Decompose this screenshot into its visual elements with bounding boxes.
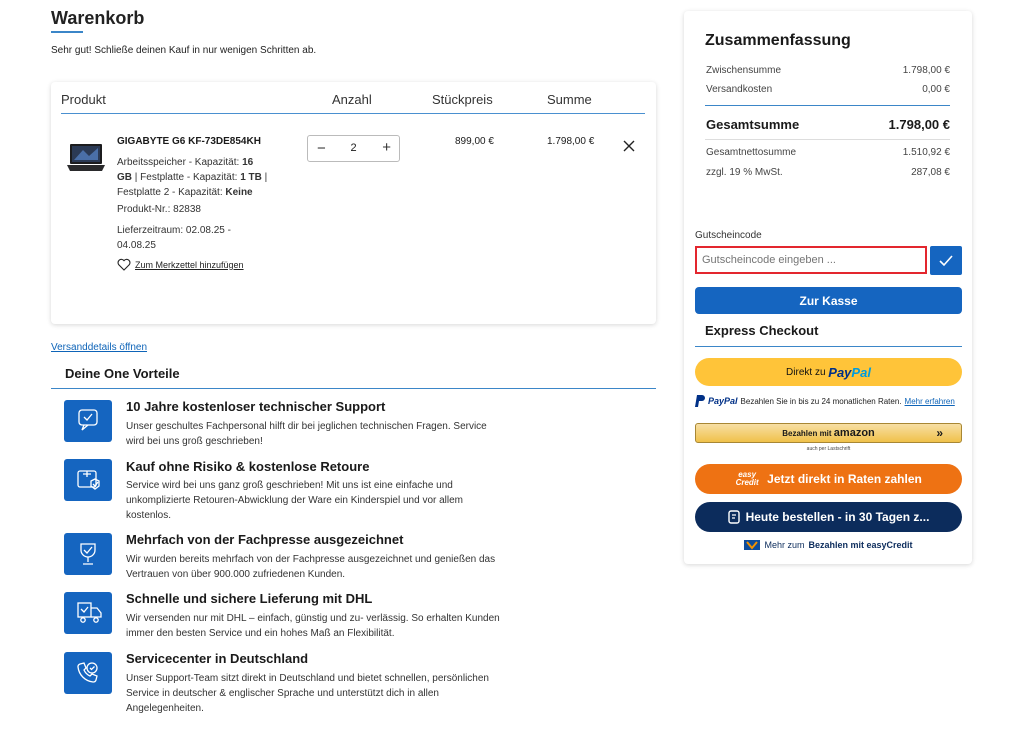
checkout-button[interactable]: Zur Kasse (695, 287, 962, 314)
benefit-title: Schnelle und sichere Lieferung mit DHL (126, 591, 373, 606)
minus-icon[interactable]: − (317, 140, 326, 157)
unit-price: 899,00 € (455, 136, 494, 147)
quantity-value[interactable]: 2 (350, 142, 357, 154)
shipping-label: Versandkosten (706, 84, 773, 95)
spec-text: Festplatte 2 - Kapazität: (117, 187, 226, 198)
check-icon (938, 253, 954, 269)
amazon-subtext: auch per Lastschrift (806, 446, 851, 452)
paypal-logo-part: Pay (828, 364, 852, 380)
net-label: Gesamtnettosumme (706, 147, 797, 158)
benefit-desc: Service wird bei uns ganz groß geschrieben! Mit uns ist eine einfache und unkomplizierte Retouren-Abwicklung der Ware ein Kinderspiel und vor allem kostenlos. (126, 480, 464, 521)
product-name[interactable]: GIGABYTE G6 KF-73DE854KH (117, 136, 261, 147)
cart-table (51, 82, 656, 324)
header-sum: Summe (547, 92, 592, 107)
award-icon (64, 533, 112, 575)
benefits-divider (51, 388, 656, 389)
benefit-desc: Wir wurden bereits mehrfach von der Fachpresse ausgezeichnet und genießen das Vertrauen von über 900.000 zufriedenen Kunden. (126, 554, 496, 580)
amazon-logo: amazon (833, 427, 875, 439)
vat-value: 287,08 € (911, 167, 950, 178)
spec-text: | Festplatte - Kapazität: (132, 172, 241, 183)
easycredit-label: Jetzt direkt in Raten zahlen (767, 472, 922, 486)
paypal-logo-part: Pal (851, 364, 871, 380)
product-specs (117, 155, 287, 200)
paypal-icon (695, 395, 705, 407)
support-icon (64, 400, 112, 442)
benefits-title: Deine One Vorteile (65, 366, 180, 381)
benefit-title: Kauf ohne Risiko & kostenlose Retoure (126, 459, 370, 474)
return-icon (64, 459, 112, 501)
spec-value: Keine (225, 187, 253, 198)
coupon-input[interactable] (695, 246, 927, 274)
product-number: Produkt-Nr.: 82838 (117, 204, 201, 215)
page-title: Warenkorb (51, 8, 145, 28)
paypal-info-text: Bezahlen Sie in bis zu 24 monatlichen Raten. (740, 396, 902, 406)
paypal-installments-info (695, 395, 955, 407)
summary-title: Zusammenfassung (705, 32, 851, 49)
benefit-desc: Unser Support-Team sitzt direkt in Deutschland und bietet schnellen, persönlichen Service in deutscher & englischer Sprache und unterstützt dich in allen Angelegenheiten. (126, 673, 489, 714)
header-divider (61, 113, 645, 114)
easycredit-logo: easy Credit (735, 470, 759, 487)
coupon-submit-button[interactable] (930, 246, 962, 275)
line-sum: 1.798,00 € (547, 136, 595, 147)
easycredit-more-link[interactable] (695, 540, 962, 550)
plus-icon[interactable]: + (382, 139, 391, 156)
express-divider (695, 346, 962, 347)
vat-row (706, 167, 950, 178)
benefit-desc: Unser geschultes Fachpersonal hilft dir bei jeglichen technischen Fragen. Service wird bei uns groß geschrieben! (126, 421, 487, 447)
header-unit-price: Stückpreis (432, 92, 493, 107)
total-value: 1.798,00 € (888, 117, 950, 132)
vat-label: zzgl. 19 % MwSt. (706, 167, 783, 178)
amazon-label: Bezahlen mit (782, 428, 832, 438)
phone-icon (64, 652, 112, 694)
quantity-stepper[interactable] (307, 135, 400, 162)
shipping-value: 0,00 € (922, 84, 950, 95)
subtotal-row (706, 65, 950, 76)
subtotal-label: Zwischensumme (706, 65, 782, 76)
bank-icon (744, 540, 760, 550)
express-checkout-title: Express Checkout (705, 323, 819, 338)
header-product: Produkt (61, 92, 106, 107)
paypal-logo (828, 365, 871, 380)
product-image[interactable] (65, 142, 107, 177)
pay-later-button[interactable] (695, 502, 962, 532)
delivery-line: 04.08.25 (117, 240, 156, 251)
double-chevron-icon: » (936, 426, 943, 440)
amazon-pay-button[interactable] (695, 423, 962, 443)
benefit-desc: Wir versenden nur mit DHL – einfach, günstig und zu- verlässig. So erhalten Kunden immer den besten Service und ein hohes Maß an Flexibilität. (126, 613, 500, 639)
easycredit-button[interactable] (695, 464, 962, 494)
total-row (706, 117, 950, 132)
easycredit-more-prefix: Mehr zum (764, 540, 805, 550)
spec-value: 16 (242, 157, 254, 168)
coupon-label: Gutscheincode (695, 230, 762, 241)
shipping-row (706, 84, 950, 95)
cart-subtitle: Sehr gut! Schließe deinen Kauf in nur wenigen Schritten ab. (51, 45, 317, 56)
truck-icon (64, 592, 112, 634)
spec-value: GB (117, 172, 132, 183)
wishlist-link[interactable] (117, 258, 244, 271)
summary-divider (705, 105, 950, 106)
delivery-period (117, 223, 231, 253)
paypal-more-link[interactable]: Mehr erfahren (904, 396, 955, 406)
shipping-details-link[interactable]: Versanddetails öffnen (51, 342, 148, 353)
benefit-title: Servicecenter in Deutschland (126, 651, 309, 666)
wishlist-label: Zum Merkzettel hinzufügen (135, 259, 244, 270)
paypal-prefix: Direkt zu (786, 366, 826, 378)
spec-text: | (261, 172, 268, 183)
subtotal-value: 1.798,00 € (902, 65, 950, 76)
title-underline (51, 31, 83, 33)
net-row (706, 147, 950, 158)
header-quantity: Anzahl (332, 92, 372, 107)
heart-icon (117, 258, 131, 271)
easycredit-more-label: Bezahlen mit easyCredit (808, 540, 913, 550)
delivery-line: Lieferzeitraum: 02.08.25 - (117, 225, 231, 236)
spec-value: 1 TB (240, 172, 262, 183)
total-label: Gesamtsumme (706, 117, 800, 132)
document-icon (728, 510, 740, 524)
pay-later-label: Heute bestellen - in 30 Tagen z... (745, 510, 930, 524)
spec-text: Arbeitsspeicher - Kapazität: (117, 157, 243, 168)
net-value: 1.510,92 € (902, 147, 950, 158)
benefit-title: Mehrfach von der Fachpresse ausgezeichnet (126, 532, 404, 547)
remove-item-icon[interactable] (623, 140, 635, 155)
total-divider (705, 139, 950, 140)
paypal-info-brand: PayPal (708, 396, 738, 406)
paypal-button[interactable] (695, 358, 962, 386)
benefit-title: 10 Jahre kostenloser technischer Support (126, 399, 386, 414)
